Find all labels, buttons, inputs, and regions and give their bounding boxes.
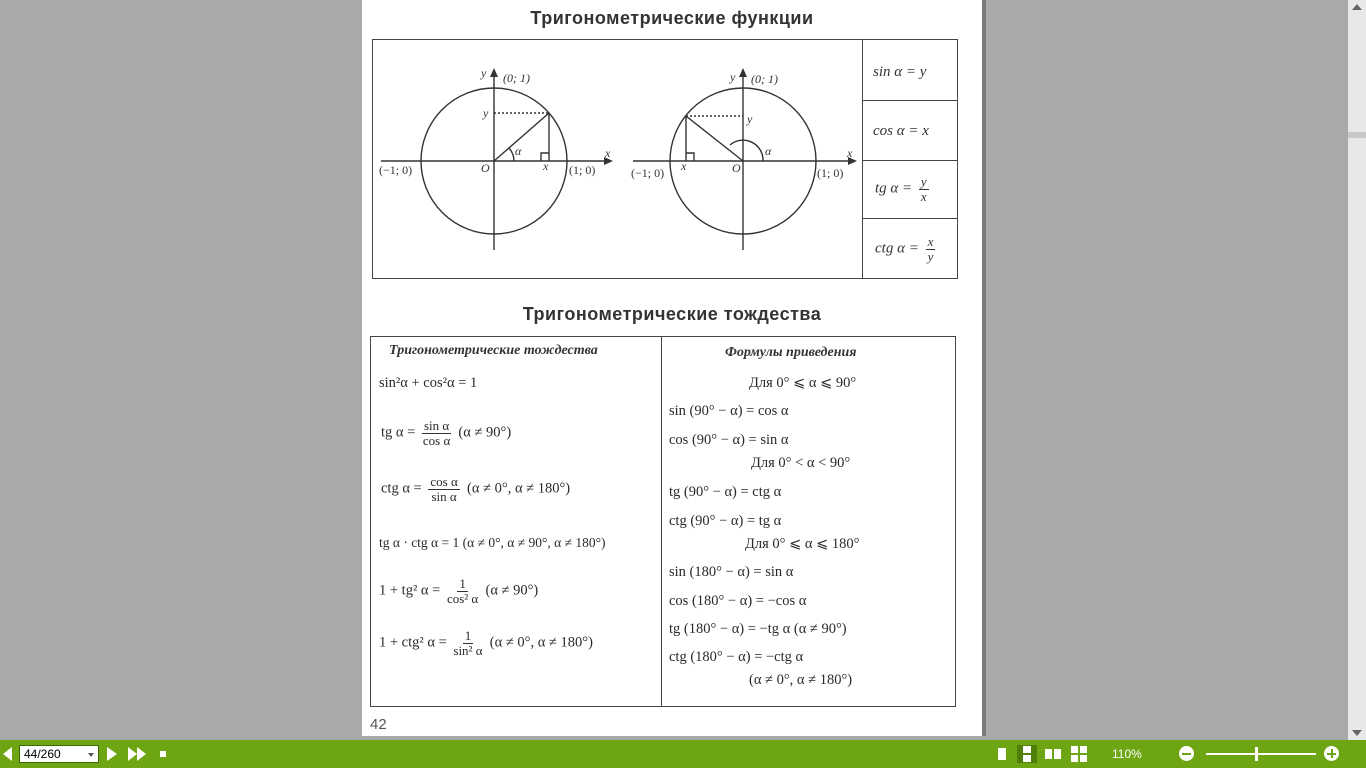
single-page-icon: [998, 748, 1006, 760]
stop-icon: [160, 751, 166, 757]
reduction-8: ctg (180° − α) = −ctg α: [669, 649, 804, 665]
vertical-scrollbar[interactable]: [1348, 0, 1366, 740]
page-shadow: [982, 0, 986, 736]
scrollbar-thumb[interactable]: [1348, 132, 1366, 138]
zoom-slider-handle[interactable]: [1255, 747, 1258, 761]
scroll-up-icon[interactable]: [1352, 4, 1362, 10]
tg-definition: tg α = $\frac{y}{x}$: [875, 174, 927, 204]
origin-label: O: [481, 161, 490, 175]
zoom-level: 110%: [1112, 747, 1142, 761]
cos-definition: cos α = x: [873, 123, 929, 139]
prev-page-button[interactable]: [0, 740, 14, 768]
reduction-column-header: Формулы приведения: [725, 345, 857, 360]
zoom-slider[interactable]: [1206, 753, 1316, 755]
chevron-down-icon[interactable]: [88, 753, 94, 757]
single-page-view-button[interactable]: [992, 745, 1012, 763]
next-page-button[interactable]: [104, 740, 120, 768]
identities-table: [370, 336, 956, 707]
identities-column-header: Тригонометрические тождества: [389, 343, 598, 358]
x-axis-label-2: x: [847, 146, 853, 160]
identity-5: 1 + tg² α = $\frac{1}{\text{cos² α}}$ (α ≠ 90°): [379, 576, 539, 606]
two-page-continuous-icon: [1071, 746, 1078, 753]
reduction-7: tg (180° − α) = −tg α (α ≠ 90°): [669, 621, 847, 637]
reduction-1: sin (90° − α) = cos α: [669, 403, 789, 419]
identity-1: sin²α + cos²α = 1: [379, 375, 478, 391]
last-page-button[interactable]: [127, 740, 147, 768]
section-title-identities: Тригонометрические тождества: [522, 304, 822, 324]
identity-2: tg α = $\frac{\text{sin α}}{\text{cos α}}$ (α ≠ 90°): [381, 418, 512, 448]
continuous-view-button[interactable]: [1017, 745, 1037, 763]
point-top-label-2: (0; 1): [751, 72, 778, 86]
ctg-definition: ctg α = $\frac{x}{y}$: [875, 234, 934, 264]
identity-3: ctg α = $\frac{\text{cos α}}{\text{sin α}}$ (α ≠ 0°, α ≠ 180°): [381, 474, 571, 504]
fast-forward-icon: [128, 747, 137, 761]
sin-definition: sin α = y: [873, 64, 927, 80]
section-title-functions: Тригонометрические функции: [530, 8, 814, 28]
reduction-condition-1: Для 0° ⩽ α ⩽ 90°: [749, 375, 857, 391]
reduction-condition-4: (α ≠ 0°, α ≠ 180°): [749, 672, 853, 688]
point-top-label: (0; 1): [503, 71, 530, 85]
scroll-down-icon[interactable]: [1352, 730, 1362, 736]
page-number: 42: [370, 716, 387, 733]
identity-4: tg α · ctg α = 1 (α ≠ 0°, α ≠ 90°, α ≠ 180°): [379, 535, 606, 550]
zoom-in-button[interactable]: [1324, 746, 1339, 761]
stop-button[interactable]: [156, 740, 170, 768]
point-right-label: (1; 0): [569, 163, 596, 177]
alpha-label-2: α: [765, 144, 772, 158]
origin-label-2: O: [732, 161, 741, 175]
function-definitions: [862, 40, 958, 278]
page-number-value: 44/260: [24, 747, 61, 761]
reduction-4: ctg (90° − α) = tg α: [669, 513, 782, 529]
reduction-condition-3: Для 0° ⩽ α ⩽ 180°: [745, 536, 860, 552]
y-axis-label-2: y: [730, 70, 736, 84]
two-page-continuous-button[interactable]: [1069, 745, 1089, 763]
functions-box: [372, 39, 958, 279]
y-axis-label: y: [481, 66, 487, 80]
minus-icon: [1182, 753, 1191, 755]
y-value-label-2: y: [747, 112, 753, 126]
page-number-input[interactable]: [19, 745, 99, 763]
point-right-label-2: (1; 0): [817, 166, 844, 180]
triangle-right-icon: [107, 747, 117, 761]
viewer-toolbar: [0, 740, 1366, 768]
reduction-5: sin (180° − α) = sin α: [669, 564, 794, 580]
identity-6: 1 + ctg² α = $\frac{1}{\text{sin² α}}$ (α ≠ 0°, α ≠ 180°): [379, 628, 593, 658]
reduction-condition-2: Для 0° < α < 90°: [751, 455, 851, 471]
point-left-label-2: (−1; 0): [631, 166, 665, 180]
reduction-3: tg (90° − α) = ctg α: [669, 484, 782, 500]
x-axis-label: x: [605, 146, 611, 160]
continuous-page-icon: [1023, 746, 1031, 753]
two-page-icon: [1045, 749, 1052, 759]
x-value-label: x: [543, 159, 549, 173]
reduction-6: cos (180° − α) = −cos α: [669, 593, 807, 609]
alpha-label: α: [515, 144, 522, 158]
reduction-2: cos (90° − α) = sin α: [669, 432, 789, 448]
unit-circle-diagrams: [373, 40, 863, 278]
document-page: [362, 0, 982, 736]
two-page-view-button[interactable]: [1043, 745, 1063, 763]
y-value-label: y: [483, 106, 489, 120]
zoom-out-button[interactable]: [1179, 746, 1194, 761]
point-left-label: (−1; 0): [379, 163, 413, 177]
x-value-label-2: x: [681, 159, 687, 173]
triangle-left-icon: [3, 747, 12, 761]
